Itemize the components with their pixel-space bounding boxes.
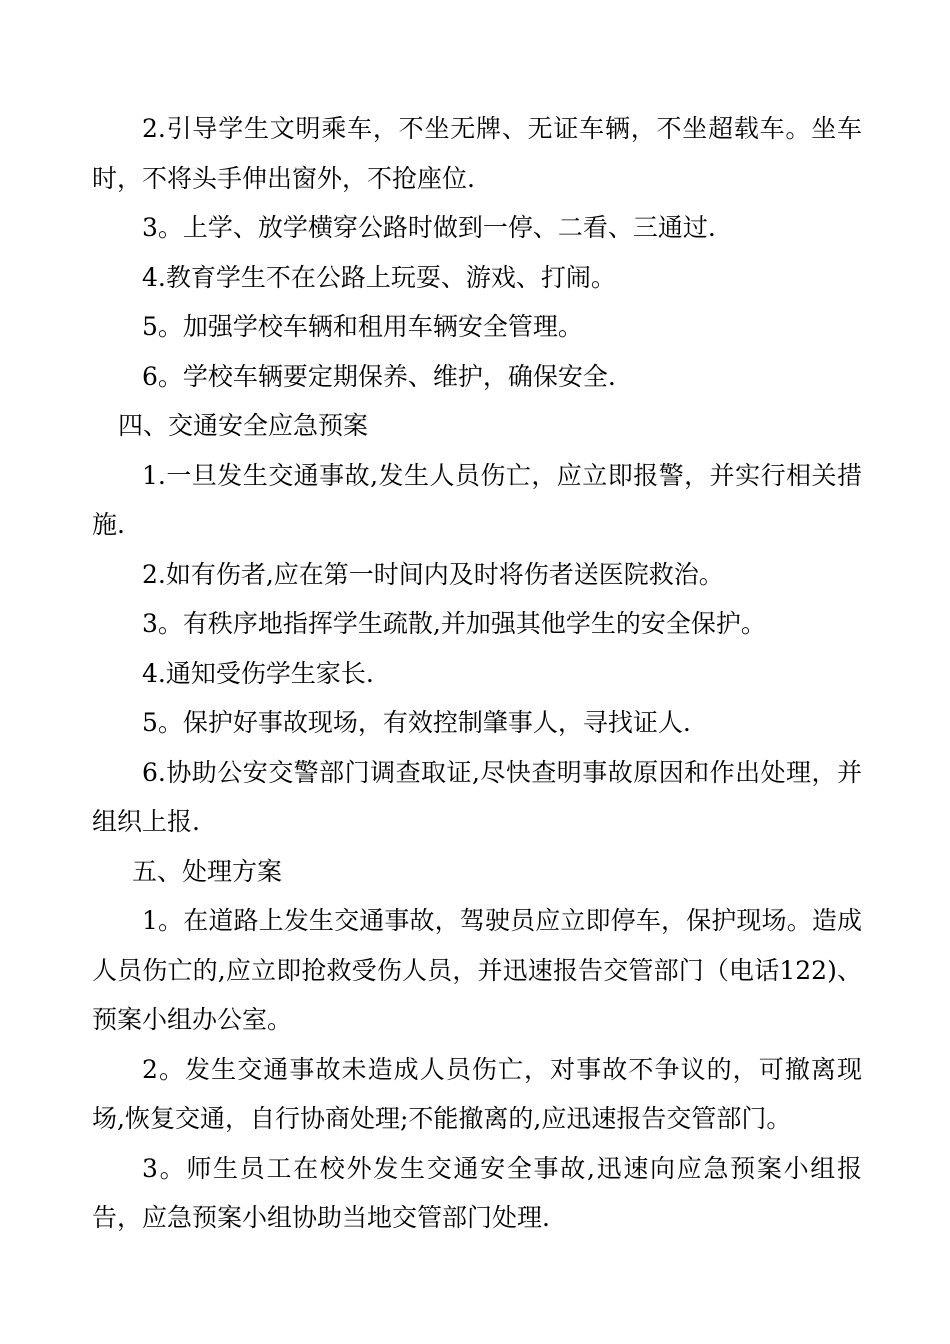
paragraph-item: 6.协助公安交警部门调查取证,尽快查明事故原因和作出处理，并组织上报. (92, 757, 862, 836)
paragraph-item: 2.如有伤者,应在第一时间内及时将伤者送医院救治。 (142, 559, 724, 589)
paragraph-item: 3。有秩序地指挥学生疏散,并加强其他学生的安全保护。 (142, 609, 766, 638)
paragraph-item: 3。上学、放学横穿公路时做到一停、二看、三通过. (142, 213, 716, 242)
paragraph-item: 4.通知受伤学生家长. (142, 658, 374, 688)
paragraph-item: 5。加强学校车辆和租用车辆安全管理。 (142, 312, 583, 341)
paragraph-item: 1。在道路上发生交通事故，驾驶员应立即停车，保护现场。造成人员伤亡的,应立即抢救受伤人员，并迅速报告交管部门（电话122)、预案小组办公室。 (92, 906, 862, 1034)
section-heading: 四、交通安全应急预案 (118, 411, 369, 440)
paragraph-item: 6。学校车辆要定期保养、维护，确保安全. (142, 361, 616, 391)
paragraph-item: 4.教育学生不在公路上玩耍、游戏、打闹。 (142, 262, 616, 292)
paragraph-item: 2.引导学生文明乘车，不坐无牌、无证车辆，不坐超载车。坐车时，不将头手伸出窗外，不抢座位. (92, 114, 862, 193)
paragraph-item: 3。师生员工在校外发生交通安全事故,迅速向应急预案小组报告，应急预案小组协助当地交管部门处理. (92, 1153, 862, 1232)
section-heading: 五、处理方案 (132, 856, 283, 886)
paragraph-item: 1.一旦发生交通事故,发生人员伤亡，应立即报警，并实行相关措施. (92, 460, 862, 539)
paragraph-item: 5。保护好事故现场，有效控制肇事人，寻找证人. (142, 708, 691, 737)
paragraph-item: 2。发生交通事故未造成人员伤亡，对事故不争议的，可撤离现场,恢复交通，自行协商处理;不能撤离的,应迅速报告交管部门。 (92, 1054, 862, 1133)
